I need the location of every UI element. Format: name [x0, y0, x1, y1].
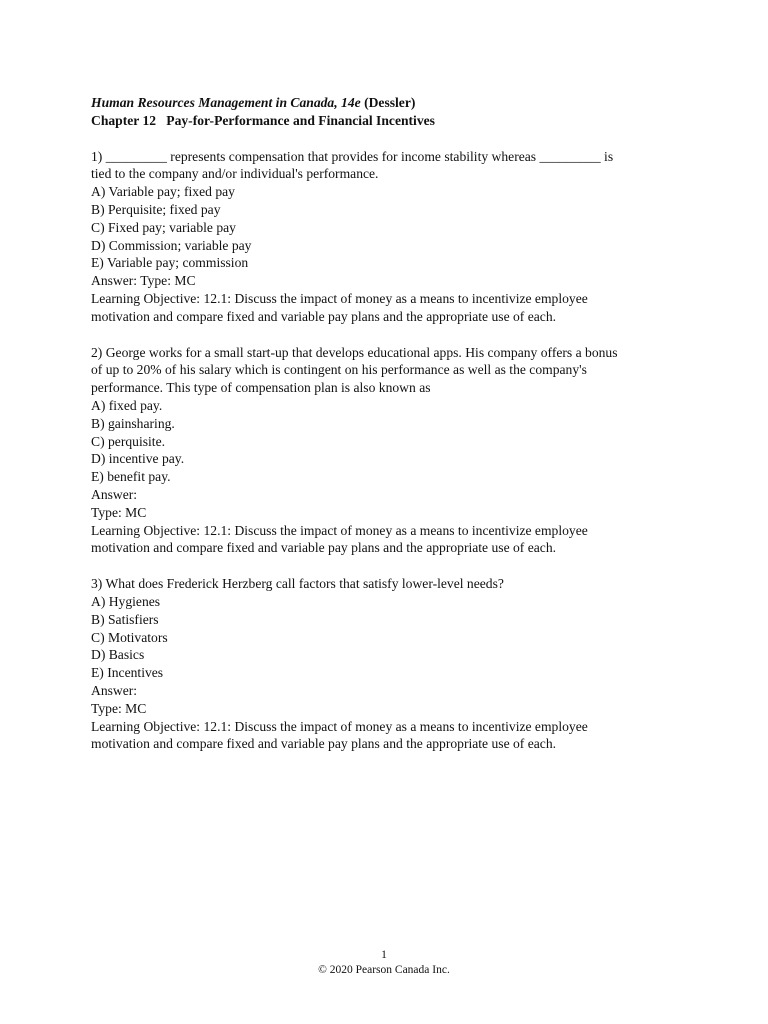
- answer-option: C) perquisite.: [91, 433, 165, 449]
- question-stem-line: 1) _________ represents compensation that provides for income stability whereas _________ is: [91, 148, 614, 164]
- answer-option: C) Fixed pay; variable pay: [91, 219, 236, 235]
- learning-objective-line: Learning Objective: 12.1: Discuss the impact of money as a means to incentivize employee: [91, 718, 588, 734]
- answer-option: A) fixed pay.: [91, 397, 163, 413]
- answer-line: Type: MC: [91, 504, 147, 520]
- document-content: [91, 94, 681, 753]
- learning-objective-line: motivation and compare fixed and variable pay plans and the appropriate use of each.: [91, 736, 557, 752]
- answer-option: E) Incentives: [91, 665, 164, 681]
- chapter-line: [91, 112, 681, 130]
- answer-option: D) Commission; variable pay: [91, 237, 252, 253]
- book-title: Human Resources Management in Canada, 14e: [91, 95, 361, 110]
- answer-line: Answer:: [91, 486, 138, 502]
- chapter-label: Chapter 12: [91, 112, 157, 128]
- learning-objective-line: motivation and compare fixed and variable pay plans and the appropriate use of each.: [91, 308, 557, 324]
- answer-option: A) Hygienes: [91, 593, 161, 609]
- answer-option: A) Variable pay; fixed pay: [91, 184, 235, 200]
- answer-line: Answer: Type: MC: [91, 273, 196, 289]
- chapter-title: Pay-for-Performance and Financial Incentives: [166, 112, 435, 128]
- book-author: (Dessler): [364, 95, 416, 110]
- learning-objective-line: Learning Objective: 12.1: Discuss the impact of money as a means to incentivize employee: [91, 290, 588, 306]
- question-stem-line: tied to the company and/or individual's performance.: [91, 166, 379, 182]
- book-title-line: [91, 94, 681, 112]
- answer-option: B) Perquisite; fixed pay: [91, 201, 221, 217]
- question-block: [91, 344, 681, 558]
- answer-option: B) gainsharing.: [91, 415, 175, 431]
- answer-line: Type: MC: [91, 700, 147, 716]
- question-list: [91, 148, 681, 754]
- learning-objective-line: motivation and compare fixed and variable pay plans and the appropriate use of each.: [91, 540, 557, 556]
- question-stem-line: 3) What does Frederick Herzberg call factors that satisfy lower-level needs?: [91, 576, 504, 592]
- answer-option: E) Variable pay; commission: [91, 255, 249, 271]
- answer-option: D) incentive pay.: [91, 451, 185, 467]
- question-block: [91, 575, 681, 753]
- learning-objective-line: Learning Objective: 12.1: Discuss the impact of money as a means to incentivize employee: [91, 522, 588, 538]
- answer-option: D) Basics: [91, 647, 145, 663]
- page-number: 1: [381, 949, 387, 961]
- answer-option: C) Motivators: [91, 629, 168, 645]
- answer-line: Answer:: [91, 682, 138, 698]
- question-stem-line: of up to 20% of his salary which is contingent on his performance as well as the company's: [91, 362, 587, 378]
- copyright-notice: © 2020 Pearson Canada Inc.: [318, 964, 450, 976]
- document-heading: [91, 94, 681, 130]
- question-block: [91, 148, 681, 326]
- answer-option: E) benefit pay.: [91, 469, 171, 485]
- question-stem-line: 2) George works for a small start-up that develops educational apps. His company offers a bonus: [91, 344, 618, 360]
- question-stem-line: performance. This type of compensation plan is also known as: [91, 380, 431, 396]
- answer-option: B) Satisfiers: [91, 611, 159, 627]
